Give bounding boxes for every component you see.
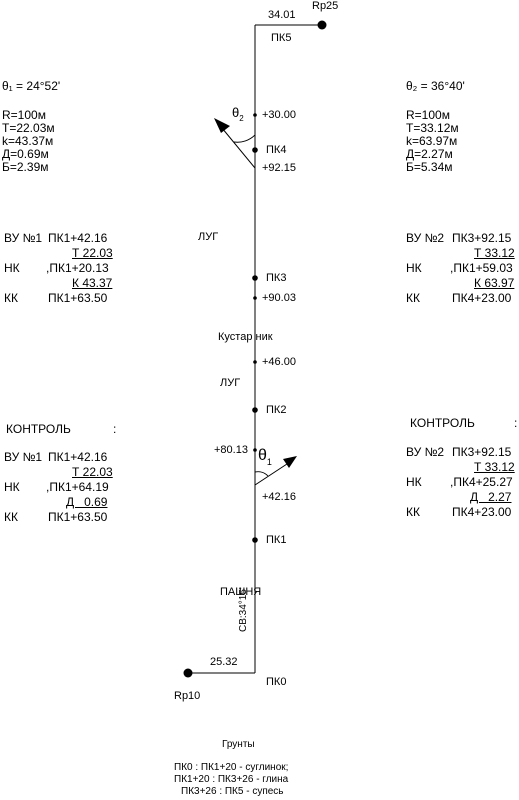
theta2-arrow-line bbox=[222, 128, 255, 168]
pk0-label: ПК0 bbox=[266, 676, 287, 688]
theta2-arrowhead bbox=[214, 118, 230, 133]
right-nk-value: ,ПК1+59.03 bbox=[450, 261, 513, 275]
station-p30: +30.00 bbox=[262, 109, 296, 121]
left-control-nk-label: НК bbox=[4, 480, 20, 494]
theta1-letter: θ bbox=[258, 447, 267, 464]
station-p9003: +90.03 bbox=[262, 292, 296, 304]
right-kk-label: КК bbox=[406, 291, 420, 305]
dot-pk3 bbox=[252, 275, 258, 281]
left-control-colon: : bbox=[113, 422, 117, 436]
right-control-title: КОНТРОЛЬ bbox=[410, 416, 475, 430]
right-t-row: Т 33.12 bbox=[474, 246, 515, 260]
left-control-t-row: Т 22.03 bbox=[72, 465, 113, 479]
theta2-symbol bbox=[232, 106, 244, 121]
left-control-d-row: Д 0.69 bbox=[66, 495, 108, 509]
soils-line-1: ПК0 : ПК1+20 - суглинок; bbox=[174, 762, 289, 773]
left-control-kk-label: КК bbox=[4, 510, 18, 524]
left-curve-k: k=43.37м bbox=[2, 134, 54, 148]
rp25-benchmark bbox=[318, 21, 327, 30]
left-control-kk-value: ПК1+63.50 bbox=[48, 510, 108, 524]
terrain-lug-2: ЛУГ bbox=[220, 377, 241, 389]
left-kk-value: ПК1+63.50 bbox=[48, 291, 108, 305]
soils-title: Грунты bbox=[222, 739, 255, 750]
theta1-arrowhead bbox=[283, 456, 297, 468]
right-kk-value: ПК4+23.00 bbox=[452, 291, 512, 305]
station-pk2: ПК2 bbox=[266, 404, 287, 416]
left-curve-B: Б=2.39м bbox=[2, 160, 49, 174]
bottom-tie-distance: 25.32 bbox=[210, 656, 238, 668]
dot-p9003 bbox=[253, 296, 257, 300]
pk5-label: ПК5 bbox=[271, 32, 292, 44]
left-control-title: КОНТРОЛЬ bbox=[6, 422, 71, 436]
right-k-row: К 63.97 bbox=[474, 276, 515, 290]
terrain-lug-1: ЛУГ bbox=[198, 231, 219, 243]
dot-pk1 bbox=[252, 537, 258, 543]
right-control-t-row: Т 33.12 bbox=[474, 460, 515, 474]
theta2-letter: θ bbox=[232, 105, 240, 120]
left-control-vu-label: ВУ №1 bbox=[4, 450, 43, 464]
terrain-kustarnik: Кустар ник bbox=[218, 331, 273, 343]
station-pk4: ПК4 bbox=[266, 144, 287, 156]
station-pk1: ПК1 bbox=[266, 534, 287, 546]
left-t-row: Т 22.03 bbox=[72, 246, 113, 260]
station-p4216: +42.16 bbox=[262, 491, 296, 503]
rp10-label: Rp10 bbox=[174, 690, 201, 702]
right-curve-D: Д=2.27м bbox=[406, 147, 453, 161]
top-tie-distance: 34.01 bbox=[268, 9, 296, 21]
dot-p8013 bbox=[253, 448, 257, 452]
dot-p30 bbox=[253, 113, 257, 117]
right-angle-value: θ₂ = 36°40' bbox=[406, 79, 465, 93]
left-angle-value: θ₁ = 24°52' bbox=[2, 79, 61, 93]
station-p46: +46.00 bbox=[262, 356, 296, 368]
dot-pk2 bbox=[252, 407, 258, 413]
left-control-nk-value: ,ПК1+64.19 bbox=[46, 480, 109, 494]
theta1-subscript: 1 bbox=[266, 457, 272, 467]
left-nk-label: НК bbox=[4, 261, 20, 275]
right-control-kk-label: КК bbox=[406, 505, 420, 519]
right-control-vu-label: ВУ №2 bbox=[406, 445, 445, 459]
right-control-vu-value: ПК3+92.15 bbox=[452, 445, 512, 459]
right-control-d-row: Д 2.27 bbox=[470, 490, 512, 504]
right-curve-T: T=33.12м bbox=[406, 121, 459, 135]
right-vu-label: ВУ №2 bbox=[406, 231, 445, 245]
dot-p46 bbox=[253, 360, 257, 364]
bearing-label: СВ:34°15' bbox=[238, 587, 249, 632]
theta1-symbol bbox=[258, 447, 272, 466]
theta2-arc bbox=[234, 135, 255, 142]
right-nk-label: НК bbox=[406, 261, 422, 275]
right-curve-R: R=100м bbox=[406, 108, 450, 122]
terrain-pashnya: ПАШНЯ bbox=[220, 586, 262, 598]
dot-pk4 bbox=[252, 147, 258, 153]
left-kk-label: КК bbox=[4, 291, 18, 305]
station-p9215: +92.15 bbox=[262, 162, 296, 174]
theta2-subscript: 2 bbox=[239, 114, 244, 123]
station-pk3: ПК3 bbox=[266, 272, 287, 284]
left-vu-value: ПК1+42.16 bbox=[48, 231, 108, 245]
left-k-row: К 43.37 bbox=[72, 276, 113, 290]
left-curve-D: Д=0.69м bbox=[2, 147, 49, 161]
right-control-nk-label: НК bbox=[406, 475, 422, 489]
right-curve-k: k=63.97м bbox=[406, 134, 458, 148]
right-vu-value: ПК3+92.15 bbox=[452, 231, 512, 245]
theta1-arc bbox=[255, 472, 268, 476]
right-control-kk-value: ПК4+23.00 bbox=[452, 505, 512, 519]
right-control-colon: : bbox=[514, 416, 518, 430]
left-curve-T: T=22.03м bbox=[2, 121, 55, 135]
right-control-nk-value: ,ПК4+25.27 bbox=[450, 475, 513, 489]
left-nk-value: ,ПК1+20.13 bbox=[46, 261, 109, 275]
soils-line-2: ПК1+20 : ПК3+26 - глина bbox=[174, 774, 289, 785]
right-curve-B: Б=5.34м bbox=[406, 160, 453, 174]
rp25-label: Rp25 bbox=[312, 0, 339, 12]
rp10-benchmark bbox=[184, 669, 193, 678]
left-vu-label: ВУ №1 bbox=[4, 231, 43, 245]
left-curve-R: R=100м bbox=[2, 108, 46, 122]
station-p8013: +80.13 bbox=[214, 444, 248, 456]
left-control-vu-value: ПК1+42.16 bbox=[48, 450, 108, 464]
soils-line-3: ПК3+26 : ПК5 - супесь bbox=[181, 786, 284, 797]
